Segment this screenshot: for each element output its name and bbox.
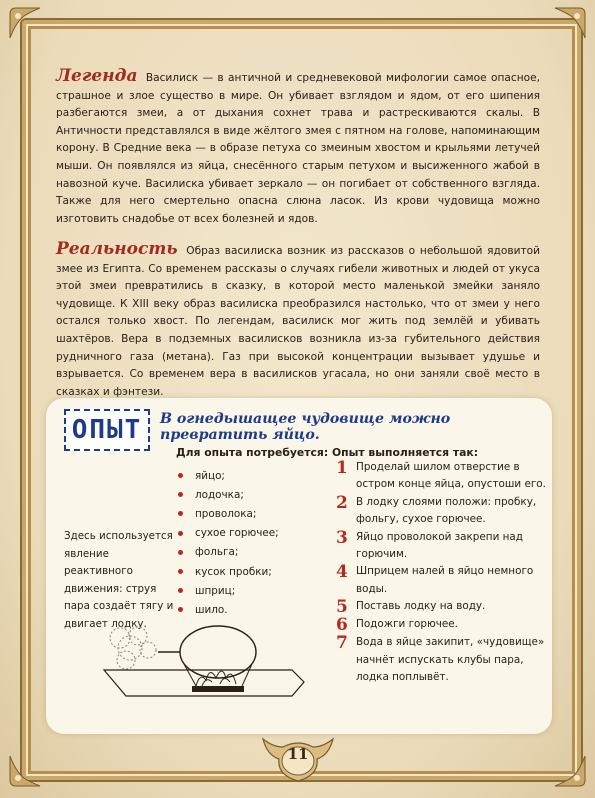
- list-item: шило.: [178, 600, 279, 619]
- bullet-icon: [178, 511, 183, 516]
- list-item: проволока;: [178, 504, 279, 523]
- reality-section: [56, 241, 540, 401]
- bullet-icon: [178, 569, 183, 574]
- step-item: 7 Вода в яйце закипит, «чудовище» начнёт испускать клубы пара, лодка поплывёт.: [336, 633, 545, 684]
- experiment-title: В огнедышащее чудовище можно превратить яйцо.: [160, 411, 451, 443]
- reality-heading: Реальность: [56, 239, 178, 259]
- steps-list: [336, 459, 546, 686]
- list-item: шприц;: [178, 581, 279, 600]
- bullet-icon: [178, 531, 183, 536]
- list-item: лодочка;: [178, 485, 279, 504]
- legend-heading: Легенда: [56, 66, 138, 86]
- legend-text: Василиск — в античной и средневековой мифологии самое опасное, страшное и злое существо в мире. Он убивает взглядом и ядом, от его шипения разбегаются змеи, а от дыхания сохнет трава и растрескиваются скалы. В Античности представлялся в виде жёлтого змея с пятном на голове, напоминающим корону. В Средние века — в образе петуха со змеиным хвостом и крыльями летучей мыши. Он появлялся из яйца, снесённого старым петухом и высиженного жабой в навозной куче. Василиска убивает зеркало — он погибает от собственного взгляда. Также для него смертельно опасна слюна ласок. Из крови чудовища можно изготовить снадобье от всех болезней и ядов.: [56, 72, 540, 225]
- egg-boat-illustration: [96, 614, 316, 704]
- materials-heading: Для опыта потребуется:: [176, 446, 329, 459]
- step-item: 3 Яйцо проволокой закрепи над горючим.: [336, 527, 523, 561]
- corner-ornament-icon: [553, 754, 587, 788]
- legend-section: [56, 68, 540, 228]
- bullet-icon: [178, 473, 183, 478]
- experiment-badge-label: ОПЫТ: [71, 415, 143, 445]
- list-item: сухое горючее;: [178, 524, 279, 543]
- list-item: яйцо;: [178, 466, 279, 485]
- bullet-icon: [178, 492, 183, 497]
- materials-list: [178, 466, 279, 620]
- page-number: 11: [287, 745, 309, 763]
- experiment-badge: [64, 409, 150, 451]
- bullet-icon: [178, 588, 183, 593]
- bullet-icon: [178, 550, 183, 555]
- step-item: 6 Подожги горючее.: [336, 615, 458, 636]
- side-note: Здесь используется явление реактивного движения: струя пара создаёт тягу и двигает лодку.: [64, 530, 174, 630]
- page-number-ornament: [257, 735, 339, 785]
- list-item: кусок пробки;: [178, 562, 279, 581]
- step-item: 1 Проделай шилом отверстие в остром конце яйца, опустоши его.: [336, 458, 546, 491]
- steps-heading: Опыт выполняется так:: [332, 446, 479, 459]
- corner-ornament-icon: [553, 6, 587, 40]
- step-item: 4 Шприцем налей в яйцо немного воды.: [336, 562, 534, 595]
- step-item: 2 В лодку слоями положи: пробку, фольгу, сухое горючее.: [336, 492, 537, 526]
- step-item: 5 Поставь лодку на воду.: [336, 597, 486, 618]
- list-item: фольга;: [178, 543, 279, 562]
- reality-text: Образ василиска возник из рассказов о небольшой ядовитой змее из Египта. Со временем рассказы о случаях гибели животных и людей от укуса этой змеи превратились в сказку, в которой место маленькой змейки заняло чудовище. К XIII веку образ василиска преобразился настолько, что от змеи у него остался только хвост. По легендам, василиск мог жить под землёй и убивать шахтёров. Вера в подземных василисков возникла из-за губительного действия рудничного газа (метана). Газ при высокой концентрации вызывает удушье и взрывается. Со временем вера в василисков угасала, но они заняли своё место в сказках и фэнтези.: [56, 245, 540, 398]
- corner-ornament-icon: [8, 754, 42, 788]
- bullet-icon: [178, 607, 183, 612]
- corner-ornament-icon: [8, 6, 42, 40]
